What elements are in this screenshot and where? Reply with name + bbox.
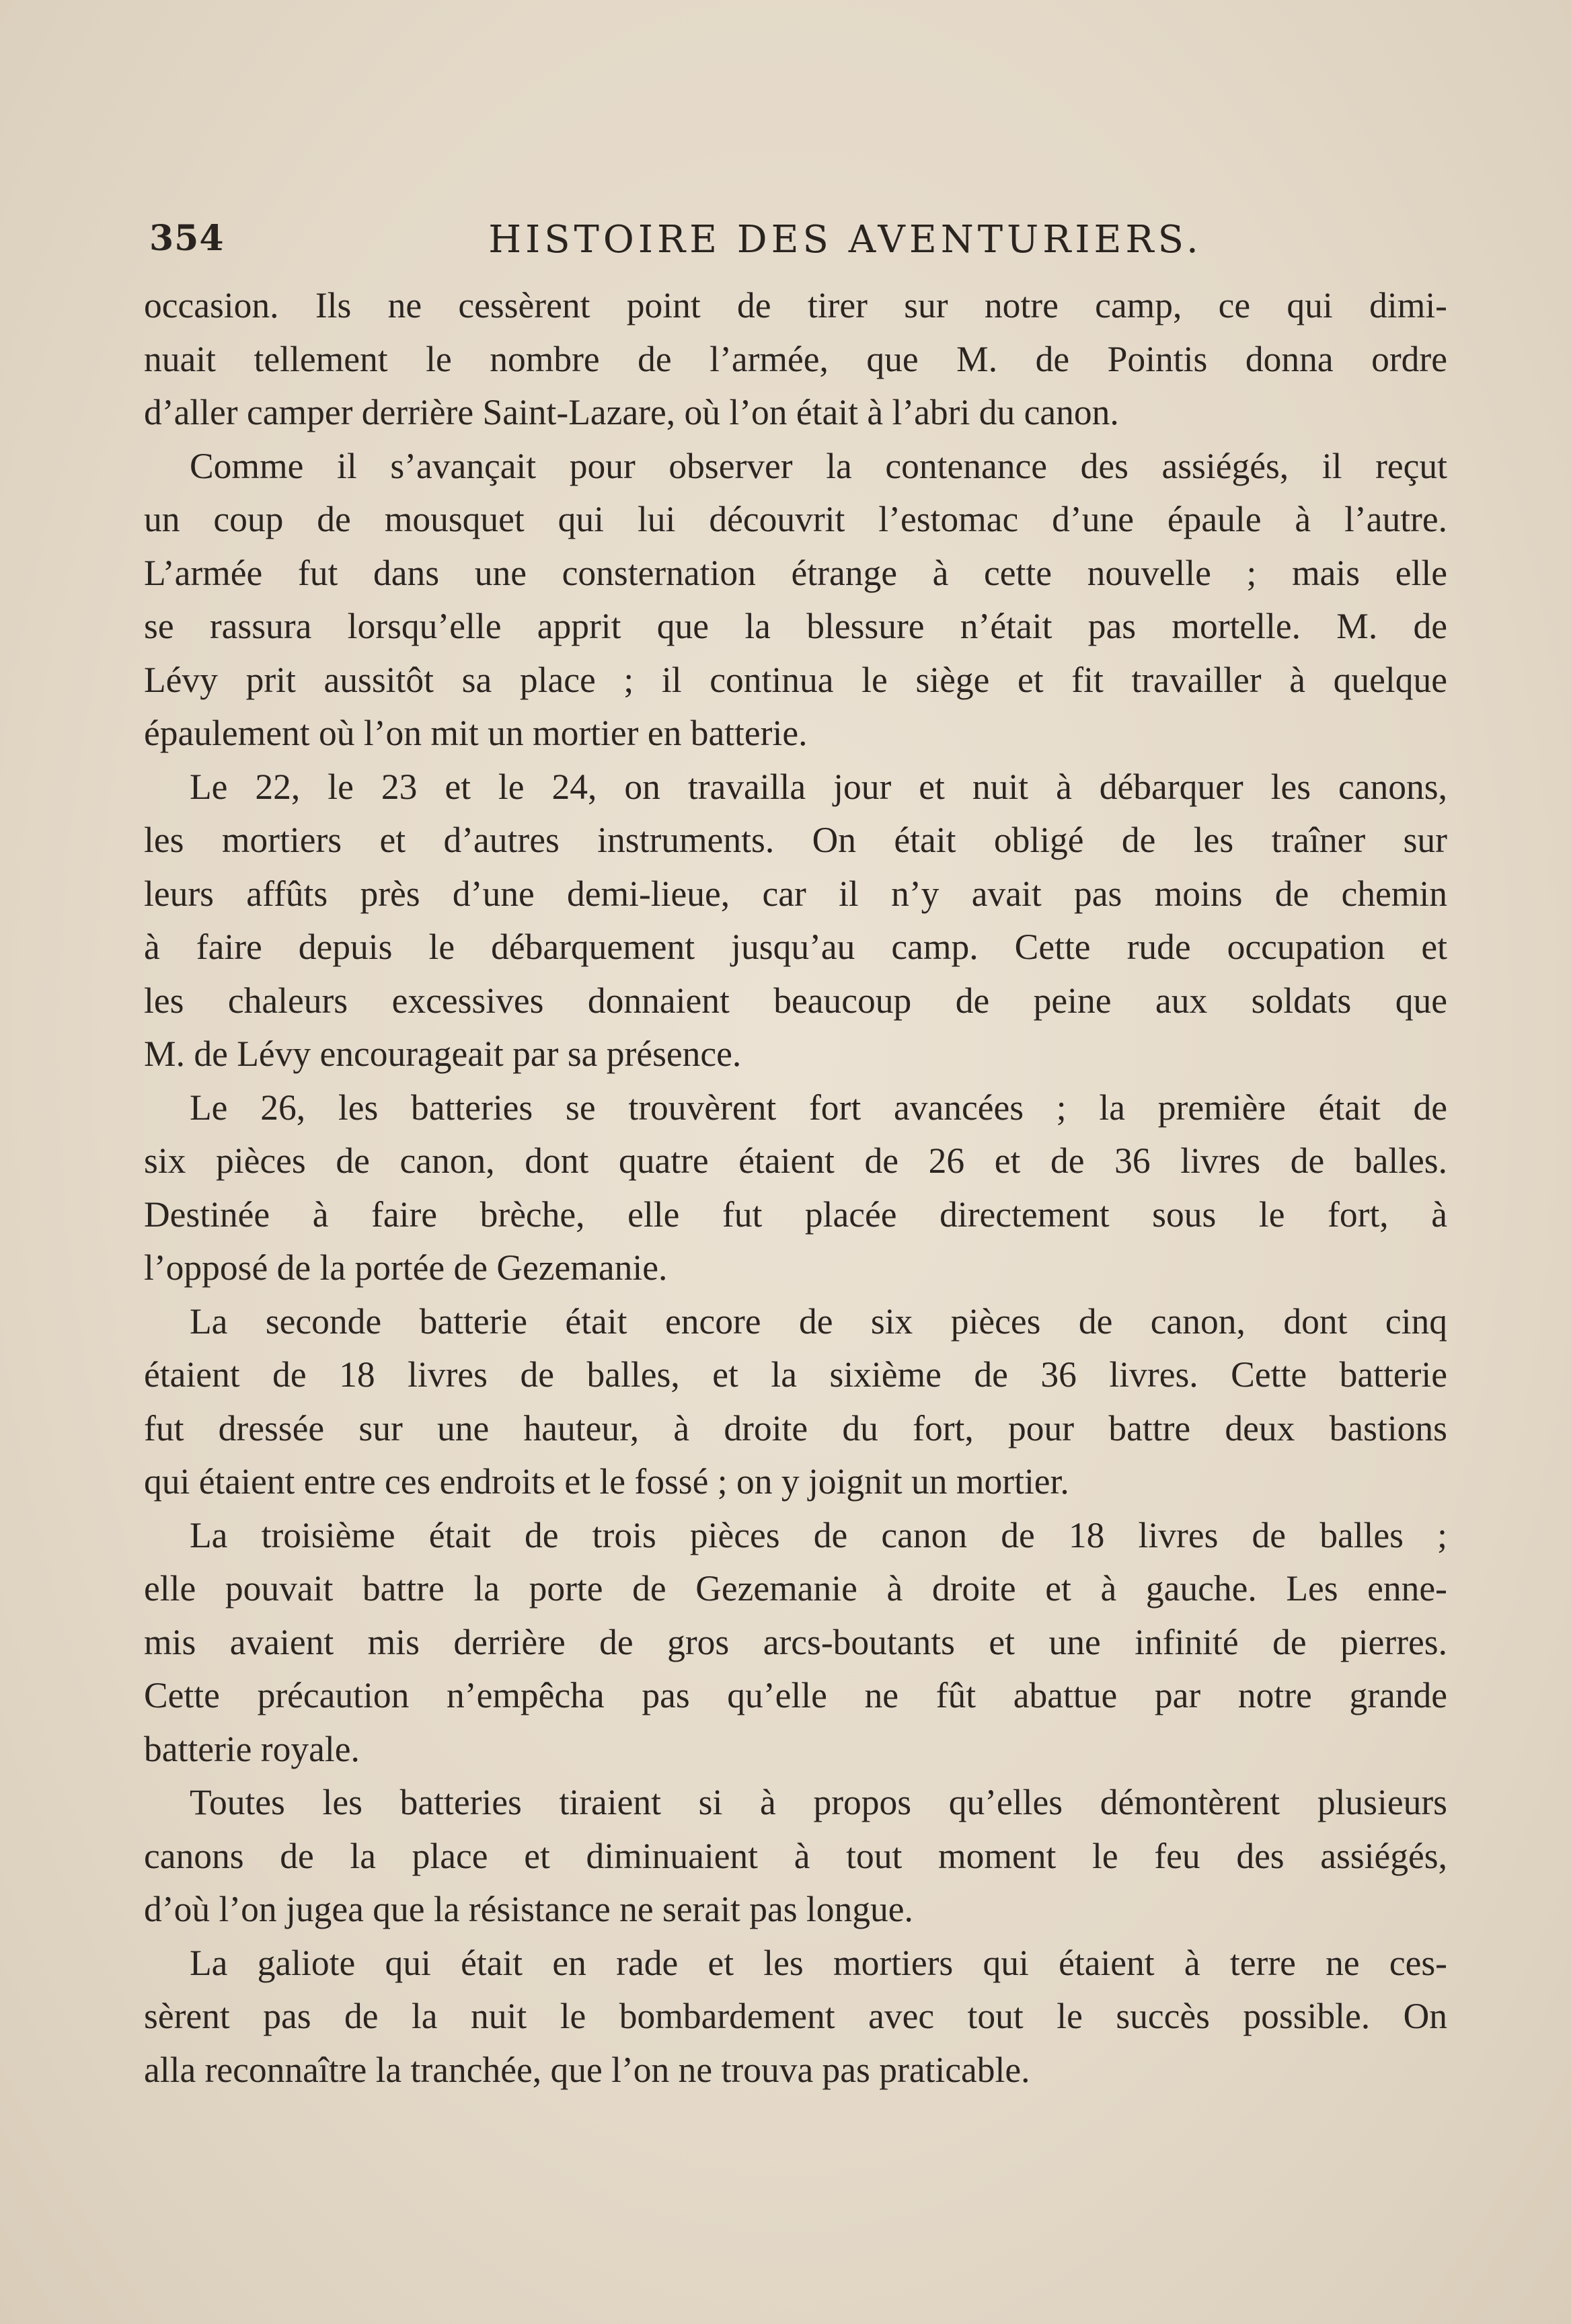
- body-text: [144, 279, 1447, 2097]
- text-line: se rassura lorsqu’elle apprit que la blessure n’était pas mortelle. M. de: [144, 606, 1447, 646]
- text-line: sèrent pas de la nuit le bombardement avec tout le succès possible. On: [144, 1996, 1447, 2036]
- text-line: occasion. Ils ne cessèrent point de tirer sur notre camp, ce qui dimi-: [144, 285, 1447, 325]
- text-line: à faire depuis le débarquement jusqu’au camp. Cette rude occupation et: [144, 927, 1447, 967]
- text-line: elle pouvait battre la porte de Gezemanie à droite et à gauche. Les enne-: [144, 1568, 1447, 1609]
- page-header: [149, 214, 1447, 274]
- text-line: canons de la place et diminuaient à tout moment le feu des assiégés,: [144, 1835, 1447, 1876]
- text-line: M. de Lévy encourageait par sa présence.: [144, 1034, 742, 1074]
- text-line: La troisième était de trois pièces de canon de 18 livres de balles ;: [190, 1514, 1447, 1555]
- page-number: 354: [149, 218, 225, 259]
- text-line: les mortiers et d’autres instruments. On était obligé de les traîner sur: [144, 820, 1447, 860]
- text-line: d’aller camper derrière Saint-Lazare, où l’on était à l’abri du canon.: [144, 392, 1119, 432]
- running-title: HISTOIRE DES AVENTURIERS.: [488, 218, 1202, 262]
- text-line: étaient de 18 livres de balles, et la sixième de 36 livres. Cette batterie: [144, 1354, 1447, 1395]
- text-line: Cette précaution n’empêcha pas qu’elle ne fût abattue par notre grande: [144, 1675, 1447, 1715]
- text-line: La galiote qui était en rade et les mortiers qui étaient à terre ne ces-: [190, 1942, 1447, 1983]
- text-line: un coup de mousquet qui lui découvrit l’estomac d’une épaule à l’autre.: [144, 499, 1447, 539]
- text-line: La seconde batterie était encore de six pièces de canon, dont cinq: [190, 1301, 1447, 1342]
- text-line: Toutes les batteries tiraient si à propos qu’elles démontèrent plusieurs: [190, 1782, 1447, 1822]
- text-line: six pièces de canon, dont quatre étaient de 26 et de 36 livres de balles.: [144, 1140, 1447, 1181]
- text-line: mis avaient mis derrière de gros arcs-boutants et une infinité de pierres.: [144, 1621, 1447, 1662]
- text-line: alla reconnaître la tranchée, que l’on ne trouva pas praticable.: [144, 2049, 1030, 2090]
- text-line: leurs affûts près d’une demi-lieue, car il n’y avait pas moins de chemin: [144, 873, 1447, 914]
- text-line: Destinée à faire brèche, elle fut placée directement sous le fort, à: [144, 1194, 1447, 1235]
- text-line: qui étaient entre ces endroits et le fossé ; on y joignit un mortier.: [144, 1461, 1069, 1502]
- text-line: Lévy prit aussitôt sa place ; il continua le siège et fit travailler à quelque: [144, 659, 1447, 700]
- text-line: les chaleurs excessives donnaient beaucoup de peine aux soldats que: [144, 980, 1447, 1021]
- text-line: Le 22, le 23 et le 24, on travailla jour et nuit à débarquer les canons,: [190, 766, 1447, 807]
- text-line: fut dressée sur une hauteur, à droite du fort, pour battre deux bastions: [144, 1407, 1447, 1448]
- text-line: l’opposé de la portée de Gezemanie.: [144, 1247, 668, 1288]
- text-line: d’où l’on jugea que la résistance ne serait pas longue.: [144, 1889, 913, 1929]
- text-line: épaulement où l’on mit un mortier en batterie.: [144, 713, 808, 753]
- text-line: batterie royale.: [144, 1728, 360, 1769]
- text-line: L’armée fut dans une consternation étrange à cette nouvelle ; mais elle: [144, 552, 1447, 593]
- text-line: nuait tellement le nombre de l’armée, que M. de Pointis donna ordre: [144, 338, 1447, 379]
- text-line: Comme il s’avançait pour observer la contenance des assiégés, il reçut: [190, 445, 1447, 486]
- text-line: Le 26, les batteries se trouvèrent fort avancées ; la première était de: [190, 1087, 1447, 1128]
